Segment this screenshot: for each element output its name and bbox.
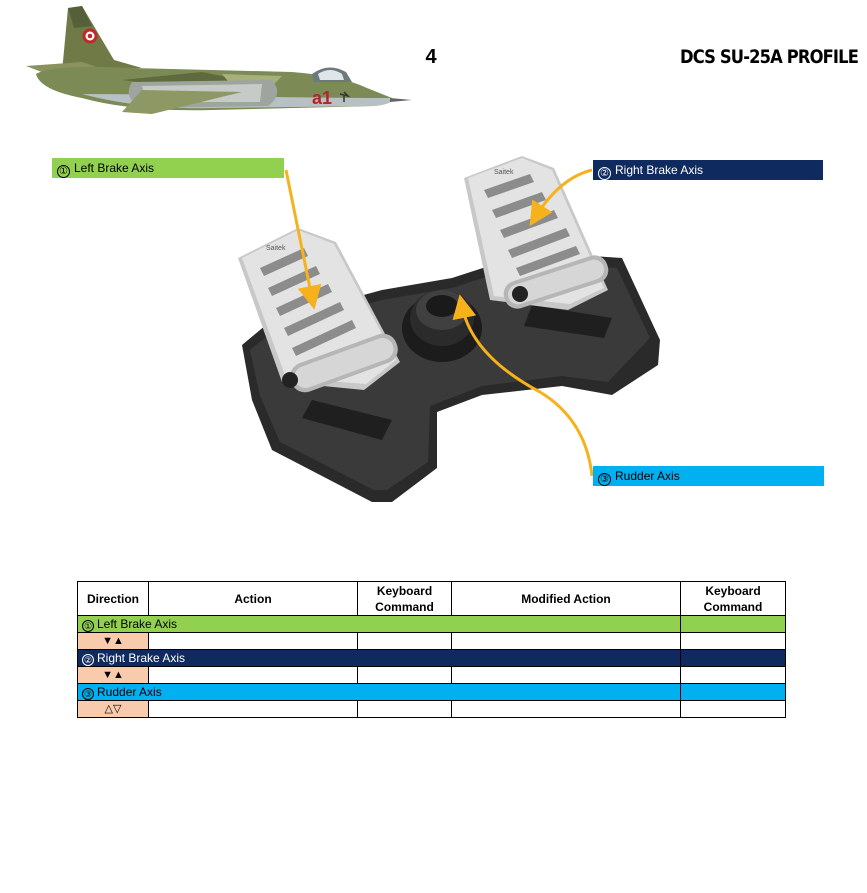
modified-keyboard-cell <box>681 701 786 718</box>
section-label: Rudder Axis <box>97 685 162 699</box>
section-number: ② <box>83 655 93 665</box>
modified-action-cell <box>452 701 681 718</box>
section-number: ① <box>83 621 93 631</box>
callout-left-brake-axis <box>52 158 284 178</box>
header-modified-keyboard-command: Keyboard Command <box>681 582 786 616</box>
keyboard-cell <box>358 667 452 684</box>
document-title: DCS SU-25A PROFILE <box>680 46 858 68</box>
header-modified-action: Modified Action <box>452 582 681 616</box>
section-spacer <box>681 616 786 633</box>
table-row <box>78 633 786 650</box>
direction-cell: ▼▲ <box>78 667 149 684</box>
pedal-brand-left: Saitek <box>266 245 286 252</box>
page-number: 4 <box>425 46 437 68</box>
tail-number: a1 <box>312 88 333 108</box>
modified-keyboard-cell <box>681 667 786 684</box>
su25-aircraft-image <box>22 2 414 120</box>
modified-action-cell <box>452 633 681 650</box>
rudder-pedals-image <box>232 150 668 510</box>
table-row <box>78 667 786 684</box>
modified-action-cell <box>452 667 681 684</box>
callout-number: ② <box>598 167 611 180</box>
section-rudder-axis <box>78 684 786 701</box>
modified-keyboard-cell <box>681 633 786 650</box>
keyboard-cell <box>358 701 452 718</box>
callout-number: ③ <box>598 473 611 486</box>
section-label: Left Brake Axis <box>97 617 178 631</box>
callout-right-brake-axis <box>593 160 823 180</box>
action-cell <box>149 633 358 650</box>
section-title <box>78 684 681 701</box>
callout-number: ① <box>57 165 70 178</box>
section-title <box>78 650 681 667</box>
action-cell <box>149 667 358 684</box>
section-label: Right Brake Axis <box>97 651 186 665</box>
section-number: ③ <box>83 689 93 699</box>
section-left-brake-axis <box>78 616 786 633</box>
callout-label: Left Brake Axis <box>74 161 155 175</box>
callout-label: Rudder Axis <box>615 469 680 483</box>
section-title <box>78 616 681 633</box>
direction-cell: ▼▲ <box>78 633 149 650</box>
direction-cell: △▽ <box>78 701 149 718</box>
key-binding-table <box>77 581 786 718</box>
section-spacer <box>681 650 786 667</box>
keyboard-cell <box>358 633 452 650</box>
table-row <box>78 701 786 718</box>
action-cell <box>149 701 358 718</box>
section-spacer <box>681 684 786 701</box>
header-keyboard-command: Keyboard Command <box>358 582 452 616</box>
callout-label: Right Brake Axis <box>615 163 704 177</box>
table-header-row <box>78 582 786 616</box>
pedal-brand-right: Saitek <box>494 169 514 176</box>
header-direction: Direction <box>78 582 149 616</box>
section-right-brake-axis <box>78 650 786 667</box>
callout-rudder-axis <box>593 466 824 486</box>
header-action: Action <box>149 582 358 616</box>
